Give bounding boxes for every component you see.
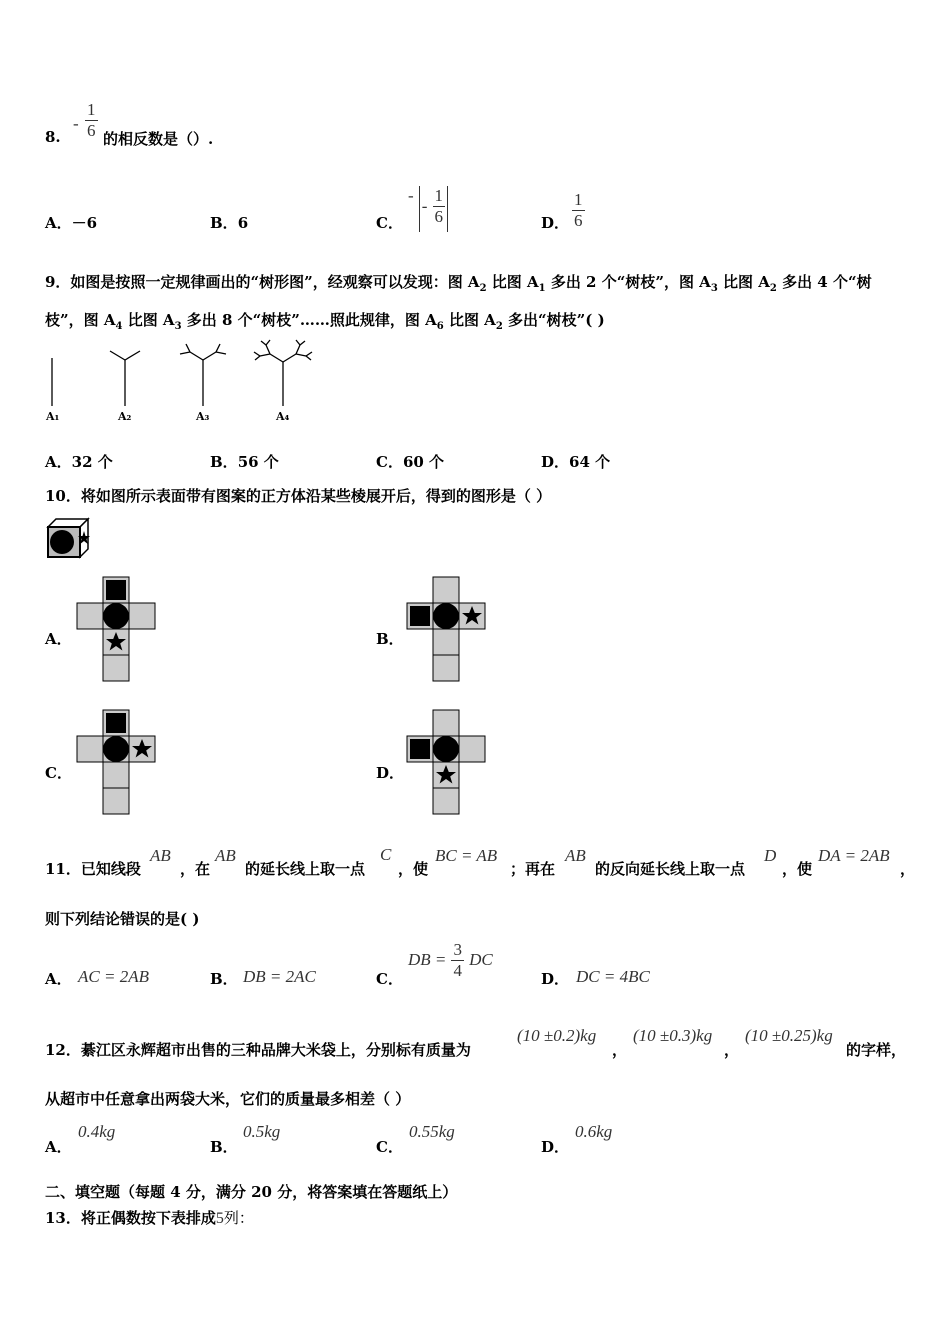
q12-option-a[interactable]: A．: [45, 1138, 72, 1156]
q12-mass-1: (10 ±0.2)kg: [517, 1026, 597, 1045]
q12-sep-1: ，: [612, 1041, 628, 1059]
q11-t7: ，使: [782, 860, 813, 878]
q12-t1: 12．綦江区永辉超市出售的三种品牌大米袋上，分别标有质量为: [45, 1041, 471, 1059]
q12-option-c[interactable]: C．: [376, 1138, 403, 1156]
q10-option-a[interactable]: A．: [45, 630, 72, 648]
q11-option-b[interactable]: B．: [210, 970, 238, 988]
q12-t2: 的字样，: [846, 1041, 907, 1059]
tree-label-a1: A₁: [46, 410, 60, 423]
tree-label-a4: A₄: [276, 410, 290, 423]
q11-option-a[interactable]: A．: [45, 970, 72, 988]
q12-mass-3: (10 ±0.25)kg: [745, 1026, 833, 1045]
q11-line2: 则下列结论错误的是( ): [45, 910, 200, 928]
section2-title: 二、填空题（每题 4 分，满分 20 分，将答案填在答题纸上）: [45, 1183, 458, 1201]
q9-option-c[interactable]: C．60 个: [376, 453, 445, 471]
q10-net-a[interactable]: [77, 577, 157, 683]
q11-ab-1: AB: [150, 846, 171, 865]
q12-option-d[interactable]: D．: [541, 1138, 570, 1156]
q11-option-d[interactable]: D．: [541, 970, 570, 988]
q11-option-a-value: AC = 2AB: [78, 967, 149, 986]
q10-option-d[interactable]: D．: [376, 764, 405, 782]
q11-ab-3: AB: [565, 846, 586, 865]
q12-option-d-value: 0.6kg: [575, 1122, 613, 1141]
q11-t2: ，在: [180, 860, 211, 878]
q9-option-b[interactable]: B．56 个: [210, 453, 279, 471]
q9-option-d[interactable]: D．64 个: [541, 453, 611, 471]
q13-stem: 13．将正偶数按下表排成5列：: [45, 1209, 254, 1227]
tree-label-a3: A₃: [196, 410, 210, 423]
q11-t3: 的延长线上取一点: [245, 860, 366, 878]
q9-tree-figures: [40, 338, 340, 430]
q10-net-c[interactable]: [77, 710, 157, 816]
q8-option-c[interactable]: C．: [376, 214, 403, 232]
q8-option-d[interactable]: D．: [541, 214, 570, 232]
q10-net-b[interactable]: [407, 577, 487, 683]
q8-stem: 的相反数是（）.: [103, 130, 214, 148]
q12-sep-2: ，: [724, 1041, 740, 1059]
q8-option-a[interactable]: A．－6: [45, 214, 98, 232]
q9-option-a[interactable]: A．32 个: [45, 453, 113, 471]
q11-option-c-expr: DB = $\frac{3}{4}$ DC: [408, 940, 493, 980]
q11-t6: 的反向延长线上取一点: [595, 860, 746, 878]
q8-fraction: $\frac{1}{6}$: [87, 100, 96, 140]
q11-t8: ，: [900, 860, 916, 878]
q11-t5: ；再在: [510, 860, 556, 878]
q11-t1: 11．已知线段: [45, 860, 141, 878]
q12-option-c-value: 0.55kg: [409, 1122, 455, 1141]
q11-option-d-value: DC = 4BC: [576, 967, 650, 986]
q11-eq1: BC = AB: [435, 846, 498, 865]
tree-label-a2: A₂: [118, 410, 132, 423]
q8-minus: -: [73, 114, 79, 133]
q11-d: D: [764, 846, 777, 865]
q8-option-d-expr: $\frac{1}{6}$: [574, 190, 583, 230]
q12-option-b[interactable]: B．: [210, 1138, 238, 1156]
tree-a2: [110, 351, 140, 406]
q10-cube-figure: [46, 517, 92, 559]
q11-option-c[interactable]: C．: [376, 970, 403, 988]
q11-eq2: DA = 2AB: [818, 846, 890, 865]
q12-option-a-value: 0.4kg: [78, 1122, 116, 1141]
tree-a3: [180, 344, 226, 406]
q12-option-b-value: 0.5kg: [243, 1122, 281, 1141]
q8-option-b[interactable]: B．6: [210, 214, 249, 232]
q11-c: C: [380, 845, 392, 864]
q8-number: 8.: [45, 128, 61, 146]
q10-stem: 10．将如图所示表面带有图案的正方体沿某些棱展开后，得到的图形是（ ）: [45, 487, 552, 505]
q10-net-d[interactable]: [407, 710, 487, 816]
q10-option-b[interactable]: B．: [376, 630, 404, 648]
q12-mass-2: (10 ±0.3)kg: [633, 1026, 713, 1045]
q11-t4: ，使: [398, 860, 429, 878]
q10-option-c[interactable]: C．: [45, 764, 72, 782]
q9-stem-line1: 9．如图是按照一定规律画出的“树形图”，经观察可以发现：图 $A_2$ 比图 $A_1$ 多出 2 个“树枝”，图 $A_3$ 比图 $A_2$ 多出 4 个“树: [45, 273, 872, 294]
q11-ab-2: AB: [215, 846, 236, 865]
q12-line2: 从超市中任意拿出两袋大米，它们的质量最多相差（ ）: [45, 1090, 411, 1108]
q9-stem-line2: 枝”，图 $A_4$ 比图 $A_3$ 多出 8 个“树枝”……照此规律，图 $A_6$ 比图 $A_2$ 多出“树枝”( ): [45, 311, 605, 332]
q8-option-c-expr: - - $\frac{1}{6}$: [408, 186, 448, 232]
q11-option-b-value: DB = 2AC: [243, 967, 316, 986]
tree-a4: [254, 340, 312, 406]
